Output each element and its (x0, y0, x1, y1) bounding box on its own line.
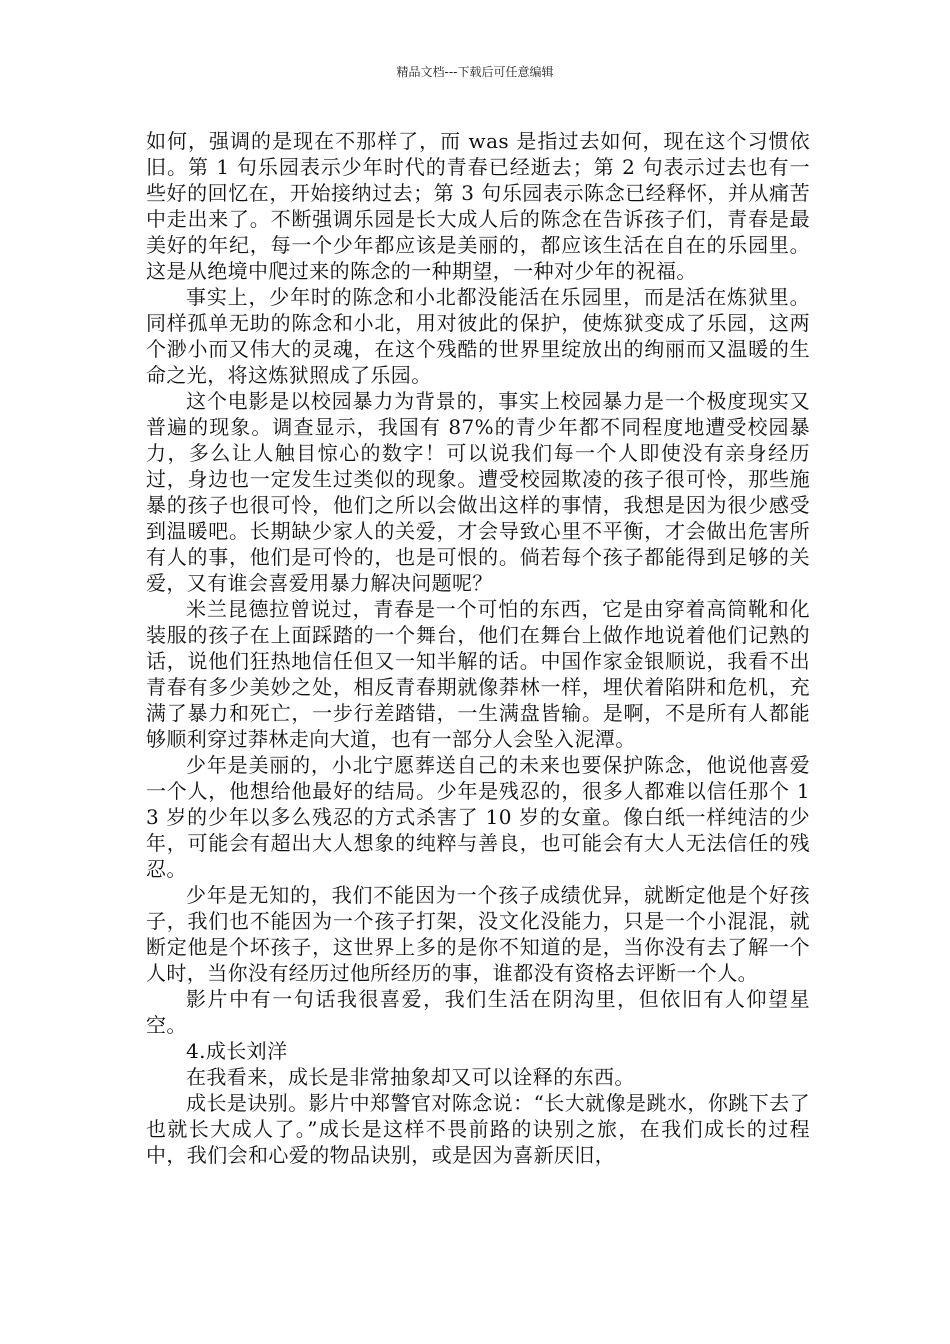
page-header: 精品文档---下载后可任意编辑 (396, 65, 554, 79)
paragraph: 影片中有一句话我很喜爱，我们生活在阴沟里，但依旧有人仰望星空。 (146, 987, 810, 1037)
paragraph: 米兰昆德拉曾说过，青春是一个可怕的东西，它是由穿着高筒靴和化装服的孩子在上面踩踏的一个舞台，他们在舞台上做作地说着他们记熟的话，说他们狂热地信任但又一知半解的话。中国作家金银顺说，我看不出青春有多少美妙之处，相反青春期就像莽林一样，埋伏着陷阱和危机，充满了暴力和死亡，一步行差踏错，一生满盘皆输。是啊，不是所有人都能够顺利穿过莽林走向大道，也有一部分人会坠入泥潭。 (146, 597, 810, 751)
paragraph: 少年是无知的，我们不能因为一个孩子成绩优异，就断定他是个好孩子，我们也不能因为一个孩子打架，没文化没能力，只是一个小混混，就断定他是个坏孩子，这世界上多的是你不知道的是，当你没有去了解一个人时，当你没有经历过他所经历的事，谁都没有资格去评断一个人。 (146, 883, 810, 985)
paragraph: 成长是诀别。影片中郑警官对陈念说：“长大就像是跳水，你跳下去了也就长大成人了。”成长是这样不畏前路的诀别之旅，在我们成长的过程中，我们会和心爱的物品诀别，或是因为喜新厌旧， (146, 1091, 810, 1167)
paragraph: 这个电影是以校园暴力为背景的，事实上校园暴力是一个极度现实又普遍的现象。调查显示，我国有 87%的青少年都不同程度地遭受校园暴力，多么让人触目惊心的数字！可以说我们每一个人即使没有亲身经历过，身边也一定发生过类似的现象。遭受校园欺凌的孩子很可怜，那些施暴的孩子也很可怜，他们之所以会做出这样的事情，我想是因为很少感受到温暖吧。长期缺少家人的关爱，才会导致心里不平衡，才会做出危害所有人的事，他们是可怜的，也是可恨的。倘若每个孩子都能得到足够的关爱，又有谁会喜爱用暴力解决问题呢？ (146, 389, 810, 595)
paragraph: 少年是美丽的，小北宁愿葬送自己的未来也要保护陈念，他说他喜爱一个人，他想给他最好的结局。少年是残忍的，很多人都难以信任那个 13 岁的少年以多么残忍的方式杀害了 10 岁的女童。像白纸一样纯洁的少年，可能会有超出大人想象的纯粹与善良，也可能会有大人无法信任的残忍。 (146, 753, 810, 881)
section-heading: 4.成长刘洋 (186, 1039, 288, 1063)
paragraph: 事实上，少年时的陈念和小北都没能活在乐园里，而是活在炼狱里。同样孤单无助的陈念和小北，用对彼此的保护，使炼狱变成了乐园，这两个渺小而又伟大的灵魂，在这个残酷的世界里绽放出的绚丽而又温暖的生命之光，将这炼狱照成了乐园。 (146, 285, 810, 387)
paragraph: 在我看来，成长是非常抽象却又可以诠释的东西。 (186, 1065, 635, 1089)
document-body (146, 128, 810, 1168)
paragraph: 如何，强调的是现在不那样了，而 was 是指过去如何，现在这个习惯依旧。第 1 句乐园表示少年时代的青春已经逝去；第 2 句表示过去也有一些好的回忆在，开始接纳过去；第 3 句乐园表示陈念已经释怀，并从痛苦中走出来了。不断强调乐园是长大成人后的陈念在告诉孩子们，青春是最美好的年纪，每一个少年都应该是美丽的，都应该生活在自在的乐园里。这是从绝境中爬过来的陈念的一种期望，一种对少年的祝福。 (146, 129, 810, 283)
